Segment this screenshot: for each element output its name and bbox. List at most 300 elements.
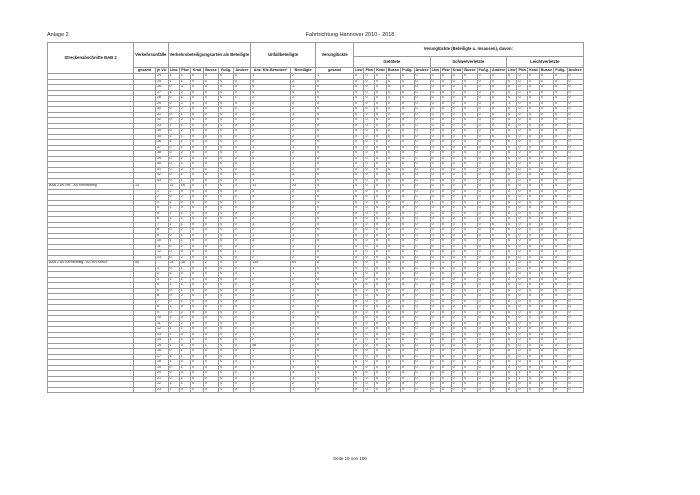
slightly-injured-cell: 0 <box>554 90 567 96</box>
killed-cell: 0 <box>364 255 375 261</box>
km-cell: 2 <box>156 195 169 201</box>
vehicle-count-cell: 0 <box>203 266 219 272</box>
header-slightly-sub: Andere <box>568 68 582 73</box>
slightly-injured-cell: 0 <box>567 305 583 311</box>
seriously-injured-cell: 0 <box>451 382 463 388</box>
slightly-injured-cell: 0 <box>554 162 567 168</box>
seriously-injured-cell: 0 <box>440 349 451 355</box>
killed-cell: 0 <box>401 222 414 228</box>
slightly-injured-cell: 0 <box>539 338 553 344</box>
vehicle-count-cell: 2 <box>203 261 219 267</box>
vehicle-count-cell: 0 <box>233 228 250 234</box>
slightly-injured-cell: 0 <box>507 376 517 382</box>
vehicle-count-cell: 0 <box>219 189 233 195</box>
seriously-injured-cell: 0 <box>491 79 507 85</box>
seriously-injured-cell: 0 <box>430 387 440 393</box>
slightly-injured-cell: 0 <box>567 288 583 294</box>
slightly-injured-cell: 0 <box>528 277 540 283</box>
slightly-injured-cell: 0 <box>528 101 540 107</box>
vehicle-count-cell: 0 <box>191 299 204 305</box>
seriously-injured-cell: 0 <box>463 371 477 377</box>
seriously-injured-cell: 0 <box>463 382 477 388</box>
vehicle-users-cell: 2 <box>251 112 291 118</box>
header-slightly-sub: Krad <box>529 68 538 73</box>
seriously-injured-cell: 0 <box>463 200 477 206</box>
killed-cell: 0 <box>364 85 375 91</box>
seriously-injured-cell: 0 <box>451 200 463 206</box>
slightly-injured-cell: 0 <box>539 255 553 261</box>
injured-total-cell: 0 <box>316 151 354 157</box>
vehicle-users-cell: 9 <box>251 85 291 91</box>
killed-cell: 0 <box>375 354 387 360</box>
seriously-injured-cell: 0 <box>463 250 477 256</box>
slightly-injured-cell: 0 <box>567 261 583 267</box>
seriously-injured-cell: 0 <box>451 134 463 140</box>
vehicle-count-cell: 0 <box>191 321 204 327</box>
slightly-injured-cell: 0 <box>567 349 583 355</box>
killed-cell: 0 <box>401 162 414 168</box>
seriously-injured-cell: 0 <box>430 85 440 91</box>
slightly-injured-cell: 0 <box>507 255 517 261</box>
killed-cell: 0 <box>386 327 400 333</box>
parties-cell: 2 <box>291 107 316 113</box>
vehicle-count-cell: 2 <box>179 228 190 234</box>
killed-cell: 0 <box>414 360 430 366</box>
vehicle-count-cell: 0 <box>219 167 233 173</box>
slightly-injured-cell: 0 <box>517 343 528 349</box>
vehicle-count-cell: 0 <box>233 222 250 228</box>
killed-cell: 0 <box>386 239 400 245</box>
vehicle-users-cell: 134 <box>251 261 291 267</box>
injured-total-cell: 0 <box>316 305 354 311</box>
vehicle-count-cell: 1 <box>179 349 190 355</box>
killed-cell: 0 <box>354 101 364 107</box>
killed-cell: 0 <box>375 239 387 245</box>
vehicle-count-cell: 0 <box>233 156 250 162</box>
slightly-injured-cell: 0 <box>567 382 583 388</box>
slightly-injured-cell: 0 <box>528 261 540 267</box>
injured-total-cell: 0 <box>316 332 354 338</box>
seriously-injured-cell: 0 <box>430 250 440 256</box>
parties-cell: 2 <box>291 140 316 146</box>
km-cell: 17 <box>156 354 169 360</box>
parties-cell: 1 <box>291 365 316 371</box>
vehicle-count-cell: 0 <box>233 101 250 107</box>
seriously-injured-cell: 0 <box>463 310 477 316</box>
vehicle-count-cell: 0 <box>191 365 204 371</box>
injured-total-cell: 0 <box>316 79 354 85</box>
killed-cell: 0 <box>386 338 400 344</box>
km-cell: 21 <box>156 376 169 382</box>
seriously-injured-cell: 0 <box>451 156 463 162</box>
seriously-injured-cell: 0 <box>430 376 440 382</box>
seriously-injured-cell: 0 <box>430 299 440 305</box>
slightly-injured-cell: 0 <box>528 129 540 135</box>
killed-cell: 0 <box>386 123 400 129</box>
killed-cell: 0 <box>414 85 430 91</box>
killed-cell: 0 <box>401 343 414 349</box>
injured-total-cell: 1 <box>316 244 354 250</box>
killed-cell: 0 <box>375 189 387 195</box>
seriously-injured-cell: 0 <box>463 195 477 201</box>
vehicle-count-cell: 0 <box>219 239 233 245</box>
killed-cell: 0 <box>414 228 430 234</box>
seriously-injured-cell: 0 <box>430 233 440 239</box>
vehicle-users-cell: 1 <box>251 349 291 355</box>
slightly-injured-cell: 0 <box>567 239 583 245</box>
seriously-injured-cell: 0 <box>430 321 440 327</box>
seriously-injured-cell: 0 <box>463 244 477 250</box>
vehicle-count-cell: 1 <box>179 74 190 80</box>
slightly-injured-cell: 0 <box>539 365 553 371</box>
slightly-injured-cell: 0 <box>507 134 517 140</box>
km-cell: 37 <box>156 145 169 151</box>
killed-cell: 0 <box>386 85 400 91</box>
km-cell: 1 <box>156 266 169 272</box>
slightly-injured-cell: 0 <box>554 129 567 135</box>
seriously-injured-cell: 0 <box>451 365 463 371</box>
injured-total-cell: 0 <box>316 217 354 223</box>
seriously-injured-cell: 0 <box>477 217 490 223</box>
vehicle-count-cell: 0 <box>168 321 179 327</box>
vehicle-count-cell: 1 <box>168 272 179 278</box>
vehicle-count-cell: 0 <box>233 272 250 278</box>
slightly-injured-cell: 0 <box>539 90 553 96</box>
seriously-injured-cell: 0 <box>451 321 463 327</box>
slightly-injured-cell: 0 <box>507 173 517 179</box>
vehicle-users-cell: 1 <box>251 376 291 382</box>
vehicle-count-cell: 0 <box>219 360 233 366</box>
killed-cell: 0 <box>375 261 387 267</box>
slightly-injured-cell: 0 <box>554 189 567 195</box>
vehicle-count-cell: 1 <box>168 332 179 338</box>
vehicle-count-cell: 0 <box>203 228 219 234</box>
seriously-injured-cell: 0 <box>451 305 463 311</box>
vehicle-count-cell: 0 <box>191 327 204 333</box>
vehicle-count-cell: 1 <box>179 338 190 344</box>
vehicle-count-cell: 0 <box>219 343 233 349</box>
vehicle-count-cell: 0 <box>191 294 204 300</box>
seriously-injured-cell: 0 <box>430 162 440 168</box>
killed-cell: 0 <box>401 173 414 179</box>
vehicle-count-cell: 1 <box>179 354 190 360</box>
vehicle-count-cell: 0 <box>219 217 233 223</box>
slightly-injured-cell: 0 <box>567 167 583 173</box>
seriously-injured-cell: 0 <box>463 365 477 371</box>
slightly-injured-cell: 0 <box>528 233 540 239</box>
killed-cell: 0 <box>364 316 375 322</box>
vehicle-count-cell: 0 <box>219 156 233 162</box>
killed-cell: 0 <box>354 200 364 206</box>
seriously-injured-cell: 0 <box>463 189 477 195</box>
slightly-injured-cell: 0 <box>539 107 553 113</box>
seriously-injured-cell: 0 <box>430 294 440 300</box>
slightly-injured-cell: 0 <box>539 250 553 256</box>
killed-cell: 0 <box>375 382 387 388</box>
slightly-injured-cell: 0 <box>539 387 553 393</box>
parties-cell: 2 <box>291 79 316 85</box>
parties-cell: 2 <box>291 123 316 129</box>
slightly-injured-cell: 0 <box>567 178 583 184</box>
killed-cell: 0 <box>364 156 375 162</box>
killed-cell: 0 <box>386 360 400 366</box>
killed-cell: 0 <box>375 74 387 80</box>
vehicle-count-cell: 0 <box>179 305 190 311</box>
parties-cell: 2 <box>291 222 316 228</box>
slightly-injured-cell: 0 <box>507 360 517 366</box>
seriously-injured-cell: 0 <box>463 134 477 140</box>
seriously-injured-cell: 0 <box>463 349 477 355</box>
seriously-injured-cell: 0 <box>430 244 440 250</box>
slightly-injured-cell: 0 <box>539 145 553 151</box>
vehicle-count-cell: 2 <box>179 151 190 157</box>
killed-cell: 0 <box>401 123 414 129</box>
seriously-injured-cell: 0 <box>491 283 507 289</box>
killed-cell: 0 <box>375 294 387 300</box>
slightly-injured-cell: 0 <box>567 90 583 96</box>
parties-cell: 4 <box>291 90 316 96</box>
parties-cell: 2 <box>291 206 316 212</box>
slightly-injured-cell: 0 <box>528 371 540 377</box>
slightly-injured-cell: 0 <box>539 140 553 146</box>
vehicle-count-cell: 0 <box>168 151 179 157</box>
killed-cell: 0 <box>401 107 414 113</box>
seriously-injured-cell: 0 <box>430 266 440 272</box>
injured-total-cell: 1 <box>316 376 354 382</box>
seriously-injured-cell: 0 <box>491 338 507 344</box>
vehicle-count-cell: 0 <box>219 283 233 289</box>
vehicle-count-cell: 0 <box>191 118 204 124</box>
seriously-injured-cell: 0 <box>491 327 507 333</box>
slightly-injured-cell: 0 <box>554 233 567 239</box>
killed-cell: 0 <box>401 211 414 217</box>
killed-cell: 0 <box>364 101 375 107</box>
slightly-injured-cell: 0 <box>517 222 528 228</box>
vehicle-count-cell: 1 <box>179 327 190 333</box>
slightly-injured-cell: 0 <box>507 250 517 256</box>
seriously-injured-cell: 0 <box>451 272 463 278</box>
vehicle-count-cell: 0 <box>179 387 190 393</box>
vehicle-count-cell: 0 <box>203 360 219 366</box>
vehicle-count-cell: 0 <box>219 387 233 393</box>
seriously-injured-cell: 0 <box>477 305 490 311</box>
killed-cell: 0 <box>414 239 430 245</box>
slightly-injured-cell: 0 <box>507 123 517 129</box>
vehicle-count-cell: 0 <box>203 178 219 184</box>
killed-cell: 0 <box>386 382 400 388</box>
injured-total-cell: 0 <box>316 173 354 179</box>
seriously-injured-cell: 0 <box>451 288 463 294</box>
vehicle-users-cell: 1 <box>251 272 291 278</box>
accident-total-cell <box>134 387 156 393</box>
km-cell: 22 <box>156 382 169 388</box>
km-cell: 30 <box>156 107 169 113</box>
vehicle-count-cell: 0 <box>233 134 250 140</box>
killed-cell: 0 <box>414 332 430 338</box>
vehicle-count-cell: 0 <box>203 129 219 135</box>
slightly-injured-cell: 0 <box>507 156 517 162</box>
seriously-injured-cell: 0 <box>440 266 451 272</box>
killed-cell: 0 <box>386 387 400 393</box>
seriously-injured-cell: 0 <box>491 96 507 102</box>
killed-cell: 0 <box>364 145 375 151</box>
slightly-injured-cell: 0 <box>507 140 517 146</box>
slightly-injured-cell: 0 <box>517 272 528 278</box>
slightly-injured-cell: 0 <box>517 74 528 80</box>
vehicle-count-cell: 0 <box>191 239 204 245</box>
vehicle-count-cell: 0 <box>203 354 219 360</box>
vehicle-count-cell: 0 <box>233 371 250 377</box>
killed-cell: 0 <box>386 365 400 371</box>
killed-cell: 0 <box>414 272 430 278</box>
seriously-injured-cell: 0 <box>430 129 440 135</box>
km-cell: 15 <box>156 343 169 349</box>
killed-cell: 0 <box>364 151 375 157</box>
killed-cell: 0 <box>354 134 364 140</box>
slightly-injured-cell: 0 <box>554 239 567 245</box>
vehicle-count-cell: 0 <box>219 305 233 311</box>
killed-cell: 0 <box>401 288 414 294</box>
killed-cell: 0 <box>401 189 414 195</box>
slightly-injured-cell: 0 <box>539 316 553 322</box>
seriously-injured-cell: 0 <box>440 118 451 124</box>
killed-cell: 0 <box>375 162 387 168</box>
seriously-injured-cell: 0 <box>477 134 490 140</box>
killed-cell: 0 <box>375 134 387 140</box>
seriously-injured-cell: 0 <box>491 376 507 382</box>
injured-total-cell: 0 <box>316 189 354 195</box>
seriously-injured-cell: 0 <box>463 360 477 366</box>
seriously-injured-cell: 0 <box>491 332 507 338</box>
seriously-injured-cell: 0 <box>477 255 490 261</box>
slightly-injured-cell: 0 <box>554 316 567 322</box>
slightly-injured-cell: 0 <box>554 272 567 278</box>
parties-cell: 2 <box>291 156 316 162</box>
vehicle-count-cell: 1 <box>168 239 179 245</box>
killed-cell: 0 <box>364 338 375 344</box>
vehicle-users-cell: 2 <box>251 277 291 283</box>
slightly-injured-cell: 0 <box>554 167 567 173</box>
killed-cell: 0 <box>401 272 414 278</box>
killed-cell: 0 <box>401 382 414 388</box>
header-injured: Verunglückte <box>316 43 354 68</box>
vehicle-count-cell: 0 <box>203 376 219 382</box>
slightly-injured-cell: 0 <box>539 266 553 272</box>
slightly-injured-cell: 0 <box>528 316 540 322</box>
seriously-injured-cell: 0 <box>440 156 451 162</box>
seriously-injured-cell: 0 <box>451 233 463 239</box>
vehicle-count-cell: 0 <box>191 173 204 179</box>
killed-cell: 0 <box>414 206 430 212</box>
seriously-injured-cell: 0 <box>477 288 490 294</box>
vehicle-users-cell: 2 <box>251 200 291 206</box>
killed-cell: 0 <box>414 354 430 360</box>
seriously-injured-cell: 0 <box>440 343 451 349</box>
seriously-injured-cell: 0 <box>491 305 507 311</box>
slightly-injured-cell: 0 <box>539 305 553 311</box>
slightly-injured-cell: 0 <box>539 272 553 278</box>
km-cell: 10 <box>156 239 169 245</box>
slightly-injured-cell: 0 <box>539 96 553 102</box>
seriously-injured-cell: 0 <box>491 217 507 223</box>
vehicle-count-cell: 0 <box>191 387 204 393</box>
slightly-injured-cell: 0 <box>539 244 553 250</box>
seriously-injured-cell: 0 <box>440 162 451 168</box>
slightly-injured-cell: 0 <box>554 360 567 366</box>
seriously-injured-cell: 0 <box>440 178 451 184</box>
seriously-injured-cell: 0 <box>463 85 477 91</box>
injured-total-cell: 0 <box>316 206 354 212</box>
slightly-injured-cell: 0 <box>554 376 567 382</box>
slightly-injured-cell: 0 <box>507 228 517 234</box>
vehicle-users-cell: 3 <box>251 189 291 195</box>
slightly-injured-cell: 0 <box>528 90 540 96</box>
killed-cell: 0 <box>375 327 387 333</box>
slightly-injured-cell: 0 <box>517 250 528 256</box>
parties-cell: 23 <box>291 184 316 190</box>
seriously-injured-cell: 0 <box>440 140 451 146</box>
slightly-injured-cell: 0 <box>528 321 540 327</box>
seriously-injured-cell: 0 <box>491 365 507 371</box>
seriously-injured-cell: 0 <box>430 239 440 245</box>
seriously-injured-cell: 0 <box>491 162 507 168</box>
killed-cell: 0 <box>414 244 430 250</box>
killed-cell: 0 <box>414 200 430 206</box>
vehicle-users-cell: 1 <box>251 266 291 272</box>
km-cell: 4 <box>156 206 169 212</box>
header-slightly: Leichtverletzte <box>507 57 584 68</box>
slightly-injured-cell: 0 <box>567 266 583 272</box>
vehicle-count-cell: 0 <box>203 288 219 294</box>
killed-cell: 0 <box>354 195 364 201</box>
injured-total-cell: 0 <box>316 195 354 201</box>
slightly-injured-cell: 0 <box>539 376 553 382</box>
vehicle-count-cell: 0 <box>233 244 250 250</box>
vehicle-count-cell: 0 <box>233 90 250 96</box>
slightly-injured-cell: 0 <box>507 239 517 245</box>
vehicle-users-cell: 2 <box>251 140 291 146</box>
seriously-injured-cell: 0 <box>451 255 463 261</box>
killed-cell: 0 <box>414 167 430 173</box>
vehicle-count-cell: 2 <box>168 189 179 195</box>
slightly-injured-cell: 0 <box>539 228 553 234</box>
vehicle-count-cell: 0 <box>191 134 204 140</box>
killed-cell: 0 <box>364 305 375 311</box>
killed-cell: 0 <box>401 96 414 102</box>
vehicle-count-cell: 0 <box>191 338 204 344</box>
killed-cell: 0 <box>401 156 414 162</box>
vehicle-count-cell: 0 <box>219 277 233 283</box>
slightly-injured-cell: 0 <box>539 382 553 388</box>
vehicle-count-cell: 0 <box>219 272 233 278</box>
vehicle-count-cell: 1 <box>179 178 190 184</box>
killed-cell: 0 <box>375 310 387 316</box>
vehicle-count-cell: 0 <box>233 266 250 272</box>
seriously-injured-cell: 0 <box>440 305 451 311</box>
seriously-injured-cell: 0 <box>491 310 507 316</box>
header-accidents: Verkehrsunfälle <box>134 43 169 68</box>
vehicle-count-cell: 0 <box>168 85 179 91</box>
vehicle-count-cell: 2 <box>179 156 190 162</box>
killed-cell: 0 <box>354 184 364 190</box>
vehicle-count-cell: 1 <box>168 327 179 333</box>
seriously-injured-cell: 0 <box>430 365 440 371</box>
killed-cell: 0 <box>414 184 430 190</box>
seriously-injured-cell: 0 <box>440 332 451 338</box>
section-cell: BAB 2 AS HN - AS Kernenbeig <box>48 184 134 190</box>
slightly-injured-cell: 0 <box>507 217 517 223</box>
vehicle-count-cell: 0 <box>179 189 190 195</box>
